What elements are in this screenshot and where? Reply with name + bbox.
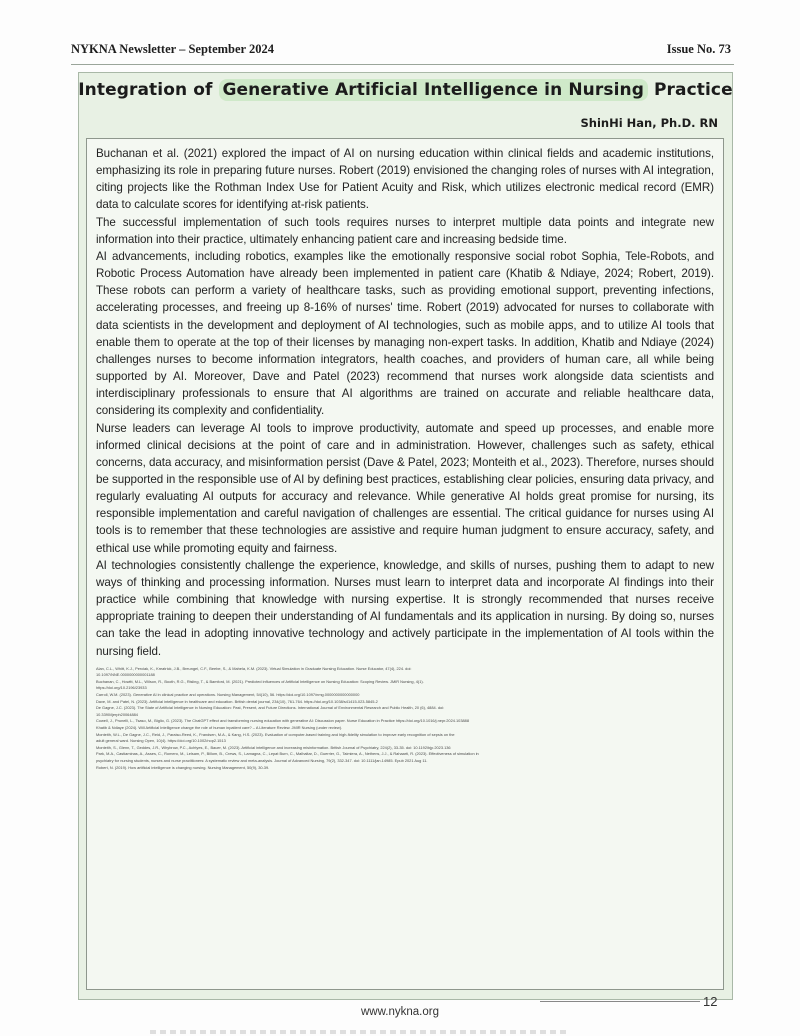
masthead-divider: [71, 64, 734, 65]
paragraph-3: AI advancements, including robotics, examples like the emotionally responsive social robot Sophia, Tele-Robots, and Robotic Process Automation have already been implemented in patient care (Khatib & Ndiaye, 2024; Robert, 2019). These robots can perform a variety of healthcare tasks, such as providing emotional support, preventing infections, accelerating processes, and freeing up 8-16% of nurses' time. Robert (2019) advocated for nurses to collaborate with data scientists in the development and deployment of AI technologies, such as mobile apps, and to utilize AI tools that enable them to operate at the top of their licenses by managing non-expert tasks. In addition, Khatib and Ndiaye (2024) challenges nurses to become information integrators, health coaches, and providers of human care, all while being supported by AI. Moreover, Dave and Patel (2023) recommend that nurses work alongside data scientists and interdisciplinary professionals to ensure that AI algorithms are trained on accurate and reliable healthcare data, considering its complexity and confidentiality.: [96, 249, 714, 418]
reference-line: Carroll, W.M. (2023). Generative AI in clinical practice and operations. Nursing Management, 54(10), 56. https://doi.org/10.1097/nmg.0000000000000000: [96, 692, 360, 698]
reference-line: Alan, C.L., Whitt, K.J., Perciak, K., Kreatrick, J.B., Breungel, C.F., Beebe, S., & Mahela, K.M. (2023). Virtual Simulation in Graduate Nursing Education. Nurse Educator, 47(4), 224. doi:: [96, 665, 412, 671]
paragraph-2: The successful implementation of such tools requires nurses to interpret multiple data points and integrate new information into their practice, ultimately enhancing patient care and increasing bedside time.: [96, 215, 714, 246]
reference-line: Cowell, J., Prunelli, L., Tsaso, M., Biglio, G. (2023). The ChatGPT effect and transforming nursing education with generative AI: Discussion paper. Nurse Education in Practice https://doi.org/10.1016/j.nepr.2024.103888: [96, 718, 469, 724]
reference-line[interactable]: https://doi.org/10.2196/23933: [96, 685, 147, 691]
paragraph-4: Nurse leaders can leverage AI tools to improve productivity, automate and speed up processes, and enable more informed clinical decisions at the point of care and in administration. However, challenges such as safety, ethical concerns, data accuracy, and misinformation persist (Dave & Patel, 2023; Monteith et al., 2023). Therefore, nurses should be supported in the responsible use of AI by defining best practices, establishing clear policies, ensuring data privacy, and regularly evaluating AI outputs for accuracy and relevance. While generative AI holds great promise for nursing, its responsible implementation and careful navigation of challenges are essential. The critical guidance for nurses using AI tools is to remember that these technologies are assistive and require human judgment to ensure accuracy, safety, and ethical use while promoting equity and fairness.: [96, 421, 714, 555]
reference-line: Park, M.A., Castiaminas, A., Asses, C., Romero, M., Lelsam, P., Billom, B., Crews, S., Lamagna, C., Lepat Burn, C., Malhaltar, D., Guerrier, G., Taimiera, A., Nethens, J.J., & Rahaarti, R. (2023). Effectiveness of simulation in: [96, 751, 479, 757]
reference-line: Monteith, W.L., De Gagne, J.C., Reid, J., Paraiso-Reed, K., Frandsen, M.A., & Kang, H.S. (2023). Evaluation of computer-based training and high-fidelity simulation to improve early recognition of sepsis on the: [96, 731, 455, 737]
title-highlight: Generative Artificial Intelligence in Nursing: [219, 79, 648, 101]
paragraph-1: Buchanan et al. (2021) explored the impact of AI on nursing education within clinical fields and academic institutions, emphasizing its role in preparing future nurses. Robert (2019) envisioned the changing roles of nurses with AI integration, citing projects like the Rothman Index Use for Patient Acuity and Risk, which utilizes electronic medical record (EMR) data to calculate scores for identifying at-risk patients.: [96, 147, 714, 212]
article-author: ShinHi Han, Ph.D. RN: [580, 116, 718, 130]
paragraph-5: AI technologies consistently challenge the experience, knowledge, and skills of nurses, pushing them to adapt to new ways of thinking and processing information. Nurses must learn to interpret data and incorporate AI findings into their practice while combining that knowledge with nursing expertise. It is strongly recommended that nurses receive appropriate training to deepen their understanding of AI fundamentals and its application in nursing. By doing so, nurses can take the lead in adopting innovative technology and actively participate in the implementation of AI tools within the nursing field.: [96, 558, 714, 658]
title-suffix: Practice: [647, 80, 733, 100]
reference-line: Buchanan, C., Howitt, M.L., Wilson, R., Booth, R.G., Risling, T., & Bamford, M. (2021). Predicted influences of Artificial Intelligence on Nursing Education: Scoping Review. JMIR Nursing, 4(1).: [96, 678, 424, 684]
reference-line: Khatib & Ndiaye (2024). Will Artificial Intelligence change the role of human inpatient care? – A Literature Review. JMIR Nursing (under review).: [96, 725, 343, 731]
reference-line: psychiatry for nursing students, nurses and nurse practitioners: A systematic review and meta-analysis. Journal of Advanced Nursing, 79(2), 332-347. doi: 10.1111/jan.14985. Epub 2021 Aug 11.: [96, 758, 428, 763]
article-title: [78, 80, 733, 100]
issue-number: Issue No. 73: [666, 42, 731, 56]
newsletter-masthead: [71, 42, 731, 60]
title-prefix: Integration of: [78, 80, 219, 100]
article-title-container: [78, 80, 733, 100]
newsletter-name: NYKNA Newsletter – September 2024: [71, 42, 274, 56]
bottom-decoration: [150, 1030, 570, 1034]
reference-list: [96, 666, 714, 772]
reference-line: Robert, N. (2019). How artificial intelligence is changing nursing. Nursing Management, 50(9), 30-39.: [96, 764, 270, 770]
footer-divider: [540, 1001, 700, 1002]
reference-line[interactable]: 10.1097/NNE.0000000000001188: [96, 672, 155, 678]
reference-line: Monteith, S., Glenn, T., Geddes, J.R., Whybrow, P.C., Achtyes, E., Bauer, M. (2023). Artificial intelligence and increasing misinformation. British Journal of Psychiatry, 224(2), 33-35. doi: 10.1192/bjp.2023.136: [96, 744, 451, 750]
page-number: 12: [703, 994, 718, 1009]
article-body: [86, 138, 724, 990]
website-link[interactable]: www.nykna.org: [361, 1006, 439, 1018]
reference-line: adult general ward. Nursing Open, 10(4). https://doi.org/10.1002/nop2.1513: [96, 738, 226, 744]
reference-line: 10.3390/ijerph20064884: [96, 711, 138, 717]
reference-line: De Gagne, J.C. (2023). The State of Artificial Intelligence in Nursing Education: Past, Present, and Future Directions. International Journal of Environmental Research and Public Health, 20 (6), 4884. doi:: [96, 705, 445, 711]
reference-line: Dave, M. and Patel, N. (2023). Artificial intelligence in healthcare and education. British dental journal, 234(10), 761-764. https://doi.org/10.1038/s41415-023-5845-2: [96, 698, 378, 704]
